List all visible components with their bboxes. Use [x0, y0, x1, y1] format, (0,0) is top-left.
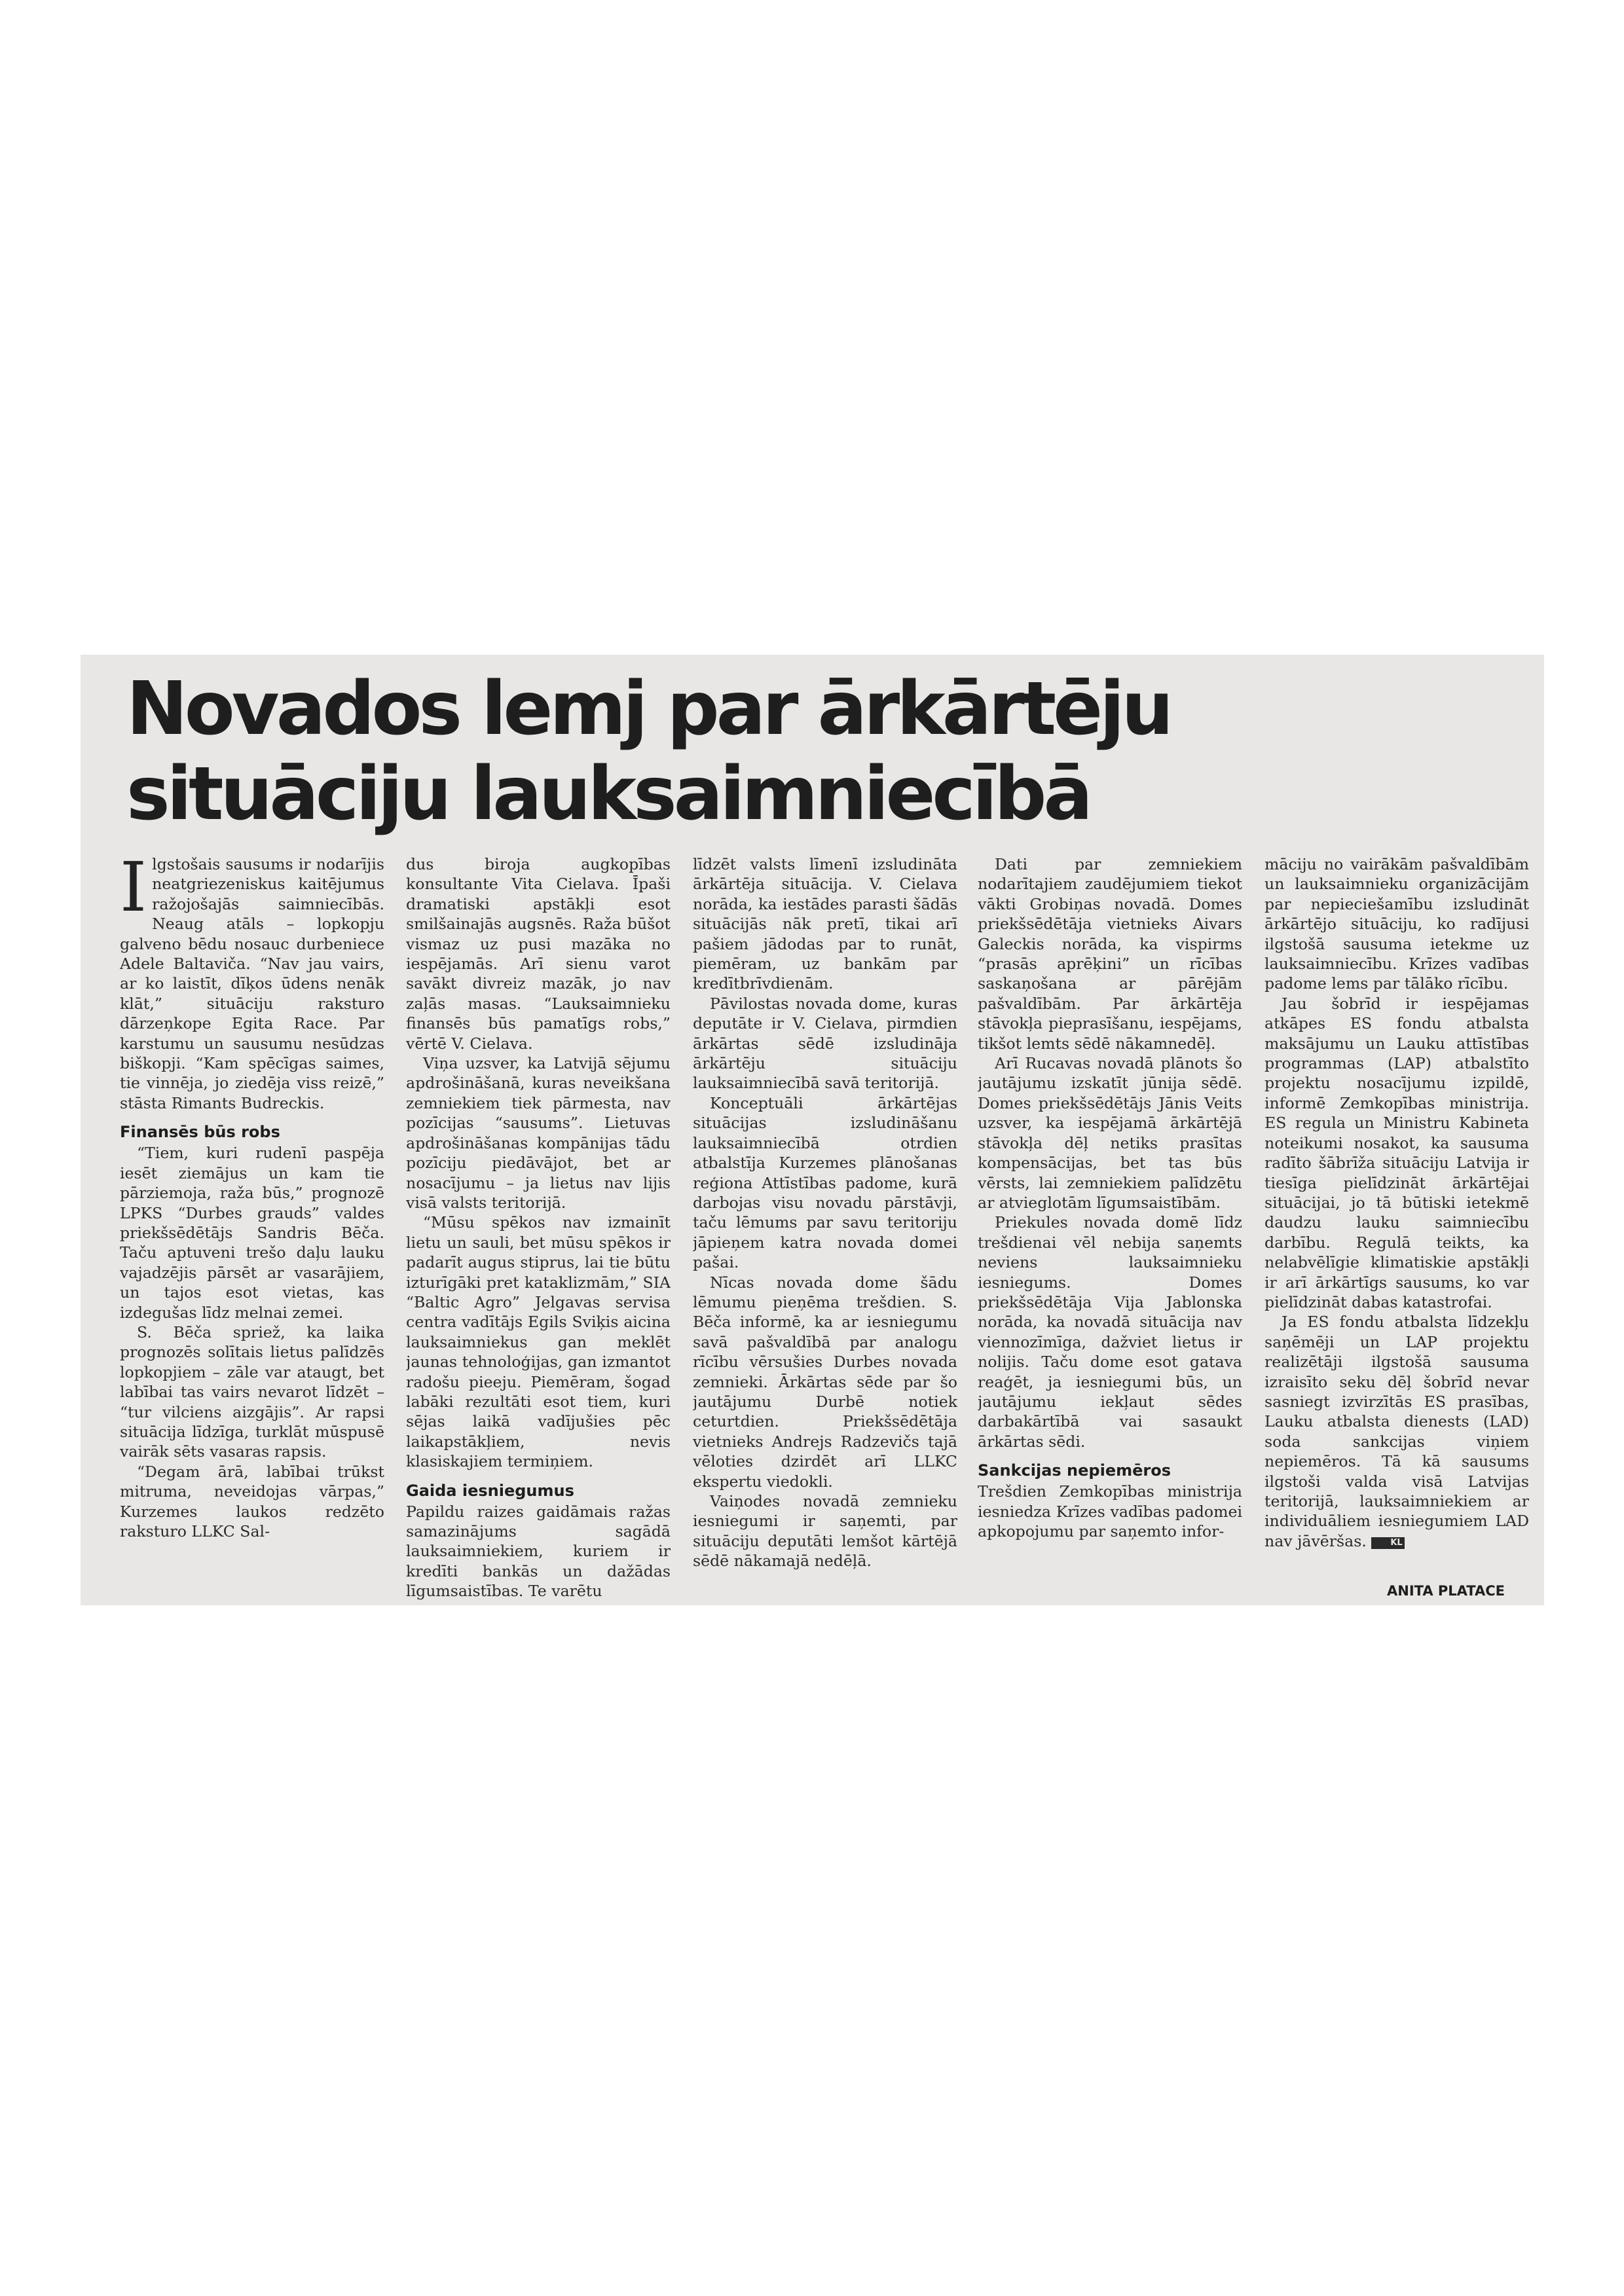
- headline-line-2: situāciju lauksaimniecībā: [126, 752, 1090, 837]
- paragraph: [693, 854, 957, 994]
- paragraph: [120, 1322, 384, 1462]
- section-heading: Finansēs būs robs: [120, 1123, 280, 1142]
- paragraph-text: Ja ES fondu atbalsta līdzekļu saņēmēji un LAP projektu realizētāji ilgstošā sausuma izraisīto seku dēļ šobrīd nevar sasniegt izvirzītās ES prasības, Lauku atbalsta dienests (LAD) soda sankcijas viņiem nepiemēros. Tā kā sausums ilgstoši valda visā Latvijas teritorijā, lauksaimniekiem ar individuāliem iesniegumiem LAD nav jāvēršas.: [1264, 1313, 1529, 1550]
- paragraph: [120, 854, 384, 1113]
- paragraph-text: Viņa uzsver, ka Latvijā sējumu apdrošināšanā, kuras neveikšana zemniekiem tiek pārmesta, nav pozīcijas “sausums”. Lietuvas apdrošināšanas kompānijas tādu pozīciju piedāvājot, bet ar nosacījumu – ja lietus nav lijis visā valsts teritorijā.: [406, 1054, 671, 1212]
- article-column: [978, 854, 1242, 1601]
- paragraph-text: Trešdien Zemkopības ministrija iesniedza Krīzes vadības padomei apkopojumu par saņemto infor-: [978, 1482, 1242, 1540]
- paragraph-text: Papildu raizes gaidāmais ražas samazinājums sagādā lauksaimniekiem, kuriem ir kredīti bankās un dažādas līgumsaistības. Te varētu: [406, 1502, 671, 1601]
- headline-line-1: Novados lemj par ārkārtēju: [126, 666, 1171, 752]
- paragraph-text: “Tiem, kuri rudenī paspēja iesēt ziemājus un kam tie pārziemoja, raža būs,” prognozē LPKS “Durbes grauds” valdes priekšsēdētājs Sandris Bēča. Taču aptuveni trešo daļu lauku vajadzējis pārsēt ar vasarājiem, un tajos esot vietas, kas izdegušas līdz melnai zemei.: [120, 1144, 384, 1322]
- paragraph-text: Konceptuāli ārkārtējas situācijas izsludināšanu lauksaimniecībā otrdien atbalstīja Kurzemes plānošanas reģiona Attīstības padome, kurā darbojas visu novadu pārstāvji, taču lēmums par savu teritoriju jāpieņem katra novada domei pašai.: [693, 1093, 957, 1272]
- article-body: [81, 854, 1544, 1601]
- paragraph: [978, 1482, 1242, 1541]
- paragraph-text: Pāvilostas novada dome, kuras deputāte ir V. Cielava, pirmdien ārkārtas sēdē izsludināja ārkārtēju situāciju lauksaimniecībā savā teritorijā.: [693, 994, 957, 1093]
- paragraph: [978, 854, 1242, 1053]
- paragraph: [406, 1502, 671, 1601]
- byline: ANITA PLATACE: [1387, 1583, 1505, 1599]
- paragraph-text: Vaiņodes novadā zemnieku iesniegumi ir saņemti, par situāciju deputāti lemšot kārtējā sēdē nākamajā nedēļā.: [693, 1492, 957, 1571]
- section-heading: Gaida iesniegumus: [406, 1481, 574, 1500]
- paragraph: [693, 994, 957, 1093]
- paragraph-text: māciju no vairākām pašvaldībām un lauksaimnieku organizācijām par nepieciešamību izsludināt ārkārtējo situāciju, ko radījusi ilgstošā sausuma ietekme uz lauksaimniecību. Krīzes vadības padome lems par tālāko rīcību.: [1264, 855, 1529, 993]
- paragraph: [1264, 1312, 1529, 1551]
- paragraph: [693, 1093, 957, 1273]
- paragraph: [693, 1491, 957, 1571]
- paragraph-text: Nīcas novada dome šādu lēmumu pieņēma trešdien. S. Bēča informē, ka ar iesniegumu savā pašvaldībā par analogu rīcību vērsušies Durbes novada zemnieki. Ārkārtas sēde par šo jautājumu Durbē notiek ceturtdien. Priekšsēdētāja vietnieks Andrejs Radzevičs tajā vēloties dzirdēt arī LLKC ekspertu viedokli.: [693, 1273, 957, 1491]
- newspaper-clipping: [81, 655, 1544, 1605]
- paragraph-text: līdzēt valsts līmenī izsludināta ārkārtēja situācija. V. Cielava norāda, ka iestādes parasti šādās situācijās nāk pretī, tikai arī pašiem jādodas par to runāt, piemēram, uz bankām par kredītbrīvdienām.: [693, 855, 957, 993]
- paragraph: [406, 854, 671, 1053]
- paragraph: [1264, 994, 1529, 1313]
- paragraph-text: Priekules novada domē līdz trešdienai vēl nebija saņemts neviens lauksaimnieku iesniegums. Domes priekšsēdētāja Vija Jablonska norāda, ka novadā situācija nav viennozīmīga, dažviet lietus ir nolijis. Taču dome esot gatava reaģēt, ja iesniegumi būs, un jautājumu iekļaut sēdes darbakārtībā vai sasaukt ārkārtas sēdi.: [978, 1213, 1242, 1451]
- paragraph: [978, 1053, 1242, 1212]
- article-column: [406, 854, 671, 1601]
- section-heading: Sankcijas nepiemēros: [978, 1461, 1171, 1480]
- paragraph: [406, 1212, 671, 1471]
- paragraph-text: Jau šobrīd ir iespējamas atkāpes ES fondu atbalsta maksājumu un Lauku attīstības programmas (LAP) atbalstīto projektu nosacījumu izpildē, informē Zemkopības ministrija. ES regula un Ministru Kabineta noteikumi nosakot, ka sausuma radīto šābrīža situāciju Latvija ir tiesīga pielīdzināt ārkārtējai situācijai, jo tā būtiski ietekmē daudzu lauku saimniecību darbību. Regulā teikts, ka nelabvēlīgie klimatiskie apstākļi ir arī ārkārtīgs sausums, ko var pielīdzināt dabas katastrofai.: [1264, 994, 1529, 1311]
- paragraph: [693, 1273, 957, 1491]
- paragraph-text: dus biroja augkopības konsultante Vita Cielava. Īpaši dramatiski apstākļi esot smilšainajās augsnēs. Raža būšot vismaz uz pusi mazāka no iespējamās. Arī sienu varot savākt divreiz mazāk, jo nav zaļās masas. “Lauksaimnieku finansēs būs pamatīgs robs,” vērtē V. Cielava.: [406, 855, 671, 1053]
- paragraph-text: “Degam ārā, labībai trūkst mitruma, neveidojas vārpas,” Kurzemes laukos redzēto raksturo LLKC Sal-: [120, 1462, 384, 1540]
- article-column: [120, 854, 384, 1601]
- paragraph: [1264, 854, 1529, 994]
- paragraph-text: Arī Rucavas novadā plānots šo jautājumu izskatīt jūnija sēdē. Domes priekšsēdētājs Jānis Veits uzsver, ka iespējamā ārkārtējā stāvokļa dēļ netiks prasītas kompensācijas, bet tas būs vērsts, lai zemniekiem palīdzētu ar atvieglotām līgumsaistībām.: [978, 1054, 1242, 1212]
- article-column: [1264, 854, 1529, 1601]
- paragraph: [120, 1143, 384, 1322]
- paragraph-text: “Mūsu spēkos nav izmainīt lietu un sauli, bet mūsu spēkos ir padarīt augus stiprus, lai tie būtu izturīgāki pret kataklizmām,” SIA “Baltic Agro” Jelgavas servisa centra vadītājs Egils Sviķis aicina lauksaimniekus gan meklēt jaunas tehnoloģijas, gan izmantot radošu pieeju. Piemēram, šogad labāki rezultāti esot tiem, kuri sējas laikā vadījušies pēc laikapstākļiem, nevis klasiskajiem termiņiem.: [406, 1213, 671, 1471]
- drop-cap: I: [120, 854, 147, 927]
- headline: [126, 666, 1515, 837]
- paragraph: [978, 1212, 1242, 1451]
- end-mark-icon: KL: [1371, 1537, 1404, 1549]
- paragraph: [120, 1462, 384, 1542]
- paragraph-text: Dati par zemniekiem nodarītajiem zaudējumiem tiekot vākti Grobiņas novadā. Domes priekšsēdētāja vietnieks Aivars Galeckis norāda, ka vispirms “prasās aprēķini” un rīcības saskaņošana ar pārējām pašvaldībām. Par ārkārtēja stāvokļa pieprasīšanu, iespējams, tikšot lemts sēdē nākamnedēļ.: [978, 855, 1242, 1053]
- paragraph-text: lgstošais sausums ir nodarījis neatgriezeniskus kaitējumus ražojošajās saimniecībās. Neaug atāls – lopkopju galveno bēdu nosauc durbeniece Adele Baltaviča. “Nav jau vairs, ar ko laistīt, dīķos ūdens nenāk klāt,” situāciju raksturo dārzeņkope Egita Race. Par karstumu un sausumu nesūdzas biškopji. “Kam spēcīgas saimes, tie vinnēja, jo ziedēja viss reizē,” stāsta Rimants Budreckis.: [120, 855, 384, 1112]
- paragraph-text: S. Bēča spriež, ka laika prognozēs solītais lietus palīdzēs lopkopjiem – zāle var ataugt, bet labībai tas vairs nevarot līdzēt – “tur vilciens aizgājis”. Ar rapsi situācija līdzīga, turklāt mūspusē vairāk sēts vasaras rapsis.: [120, 1322, 384, 1461]
- paragraph: [406, 1053, 671, 1212]
- article-column: [693, 854, 957, 1601]
